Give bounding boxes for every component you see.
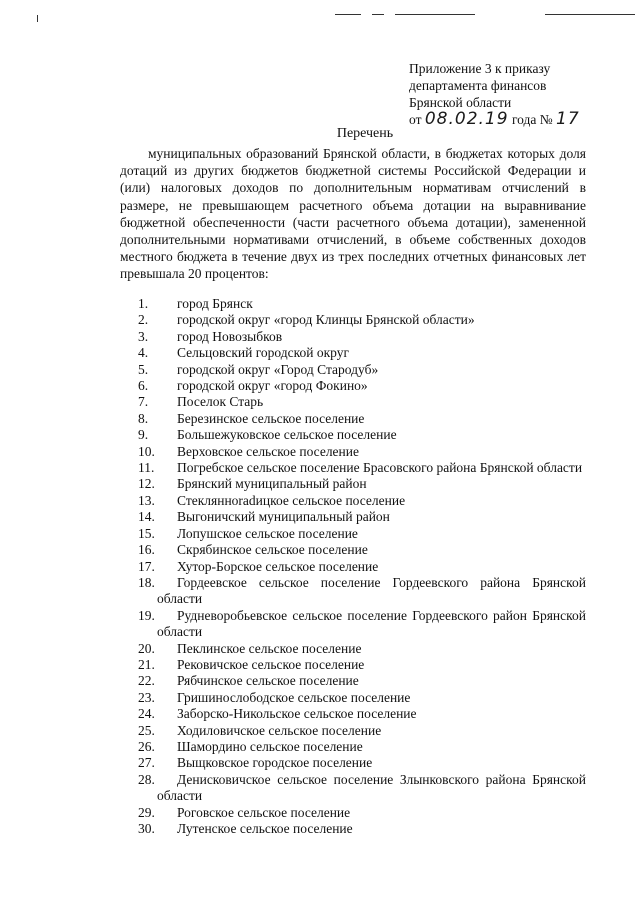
list-item-text: Денисковичское сельское поселение Злынковского района Брянской области xyxy=(157,771,586,804)
list-item-number: 11. xyxy=(138,460,155,476)
list-item xyxy=(120,657,586,673)
list-item-text: Лопушское сельское поселение xyxy=(177,525,358,541)
list-item-number: 12. xyxy=(138,476,155,492)
list-item-text: Выщковское городское поселение xyxy=(177,755,373,771)
list-item-text: Пеклинское сельское поселение xyxy=(177,640,362,656)
scan-mark-dash-3 xyxy=(395,14,475,15)
list-item xyxy=(120,509,586,525)
list-item xyxy=(120,559,586,575)
list-item-text: Погребское сельское поселение Брасовского района Брянской области xyxy=(177,460,583,476)
list-item-text: Сельцовский городской округ xyxy=(177,345,350,361)
list-item xyxy=(120,345,586,361)
list-item xyxy=(120,673,586,689)
list-item-number: 16. xyxy=(138,542,155,558)
list-item-number: 18. xyxy=(138,574,155,590)
list-item-text: Заборско-Никольское сельское поселение xyxy=(177,706,417,722)
list-item-text: Поселок Старь xyxy=(177,394,264,410)
list-item-text: Большежуковское сельское поселение xyxy=(177,427,397,443)
list-item-text: городской округ «город Клинцы Брянской области» xyxy=(177,312,475,328)
appendix-header xyxy=(409,60,580,128)
list-item-text: Шамордино сельское поселение xyxy=(177,738,363,754)
list-item-number: 13. xyxy=(138,492,155,508)
list-item-text: Выгоничский муниципальный район xyxy=(177,509,390,525)
list-item-number: 19. xyxy=(138,607,155,623)
scan-mark-dash-2 xyxy=(372,14,384,15)
list-item-text: город Новозыбков xyxy=(177,328,283,344)
list-item xyxy=(120,821,586,837)
list-item-number: 30. xyxy=(138,821,155,836)
list-item xyxy=(120,460,586,476)
list-item-number: 27. xyxy=(138,755,155,771)
list-item xyxy=(120,526,586,542)
list-item-text: Рековичское сельское поселение xyxy=(177,656,365,672)
list-item-number: 7. xyxy=(138,394,149,410)
list-item-text: Роговское сельское поселение xyxy=(177,804,351,820)
list-item xyxy=(120,575,586,608)
list-item-text: Ходиловичское сельское поселение xyxy=(177,722,382,738)
list-item xyxy=(120,427,586,443)
intro-text: муниципальных образований Брянской области, в бюджетах которых доля дотаций из других бюджетов бюджетной системы Российской Федерации и (или) налоговых доходов по дополнительным нормативам отчислений в размере, не превышающем расчетного объема дотации на выравнивание бюджетной обеспеченности (части расчетного объема дотации), замененной дополнительными нормативами отчислений, в объеме собственных доходов местного бюджета в течение двух из трех последних отчетных финансовых лет превышала 20 процентов: xyxy=(120,146,586,282)
list-item-text: Хутор-Борское сельское поселение xyxy=(177,558,379,574)
list-item xyxy=(120,362,586,378)
list-item xyxy=(120,739,586,755)
list-item-number: 29. xyxy=(138,804,155,820)
list-item-number: 24. xyxy=(138,706,155,722)
list-item-number: 15. xyxy=(138,525,155,541)
list-item-number: 23. xyxy=(138,689,155,705)
list-item xyxy=(120,706,586,722)
list-item-number: 4. xyxy=(138,345,149,361)
list-item-number: 3. xyxy=(138,328,149,344)
scan-mark-tick xyxy=(37,15,38,22)
list-item-number: 5. xyxy=(138,361,149,377)
list-item xyxy=(120,329,586,345)
date-prefix: от xyxy=(409,112,422,127)
list-item xyxy=(120,755,586,771)
list-item-text: город Брянск xyxy=(177,296,253,311)
appendix-line-3: Брянской области xyxy=(409,95,512,110)
list-item xyxy=(120,411,586,427)
list-item xyxy=(120,378,586,394)
list-item-text: Рябчинское сельское поселение xyxy=(177,673,359,689)
list-item-number: 14. xyxy=(138,509,155,525)
list-item-number: 28. xyxy=(138,771,155,787)
list-item xyxy=(120,805,586,821)
list-item-text: Гордеевское сельское поселение Гордеевского района Брянской области xyxy=(157,574,586,607)
list-item-text: Рудневоробьевское сельское поселение Гордеевского район Брянской области xyxy=(157,607,586,640)
list-item xyxy=(120,542,586,558)
list-item-number: 1. xyxy=(138,296,149,311)
list-item-number: 6. xyxy=(138,378,149,394)
list-item xyxy=(120,608,586,641)
list-item-number: 25. xyxy=(138,722,155,738)
scan-mark-dash-4 xyxy=(545,14,635,15)
list-item xyxy=(120,723,586,739)
list-item xyxy=(120,641,586,657)
list-item-text: Стеклянноradицкое сельское поселение xyxy=(177,492,406,508)
appendix-line-2: департамента финансов xyxy=(409,78,547,93)
list-item-number: 8. xyxy=(138,410,149,426)
list-item xyxy=(120,690,586,706)
list-item-text: городской округ «город Фокино» xyxy=(177,378,368,394)
list-item-number: 22. xyxy=(138,673,155,689)
handwritten-date: 08.02.19 xyxy=(424,109,509,129)
list-item-number: 9. xyxy=(138,427,149,443)
list-item xyxy=(120,312,586,328)
list-item-text: Скрябинское сельское поселение xyxy=(177,542,368,558)
list-item-number: 2. xyxy=(138,312,149,328)
list-item-number: 21. xyxy=(138,656,155,672)
list-item-text: Лутенское сельское поселение xyxy=(177,821,353,836)
intro-paragraph xyxy=(120,145,586,283)
list-item xyxy=(120,493,586,509)
list-item-text: Гришинослободское сельское поселение xyxy=(177,689,411,705)
list-item-number: 26. xyxy=(138,738,155,754)
list-item xyxy=(120,394,586,410)
list-item-number: 17. xyxy=(138,558,155,574)
list-item-text: Брянский муниципальный район xyxy=(177,476,367,492)
list-item xyxy=(120,772,586,805)
scan-mark-dash-1 xyxy=(335,14,361,15)
handwritten-number: 17 xyxy=(556,109,580,129)
number-label: года № xyxy=(511,112,553,127)
appendix-line-1: Приложение 3 к приказу xyxy=(409,61,551,76)
list-item xyxy=(120,476,586,492)
list-item-number: 10. xyxy=(138,443,155,459)
list-item-number: 20. xyxy=(138,640,155,656)
list-item-text: Верховское сельское поселение xyxy=(177,443,359,459)
list-item-text: городской округ «Город Стародуб» xyxy=(177,361,379,377)
list-item-text: Березинское сельское поселение xyxy=(177,410,365,426)
list-item xyxy=(120,444,586,460)
document-title: Перечень xyxy=(336,126,394,141)
list-item xyxy=(120,296,586,312)
municipality-list xyxy=(120,296,586,837)
